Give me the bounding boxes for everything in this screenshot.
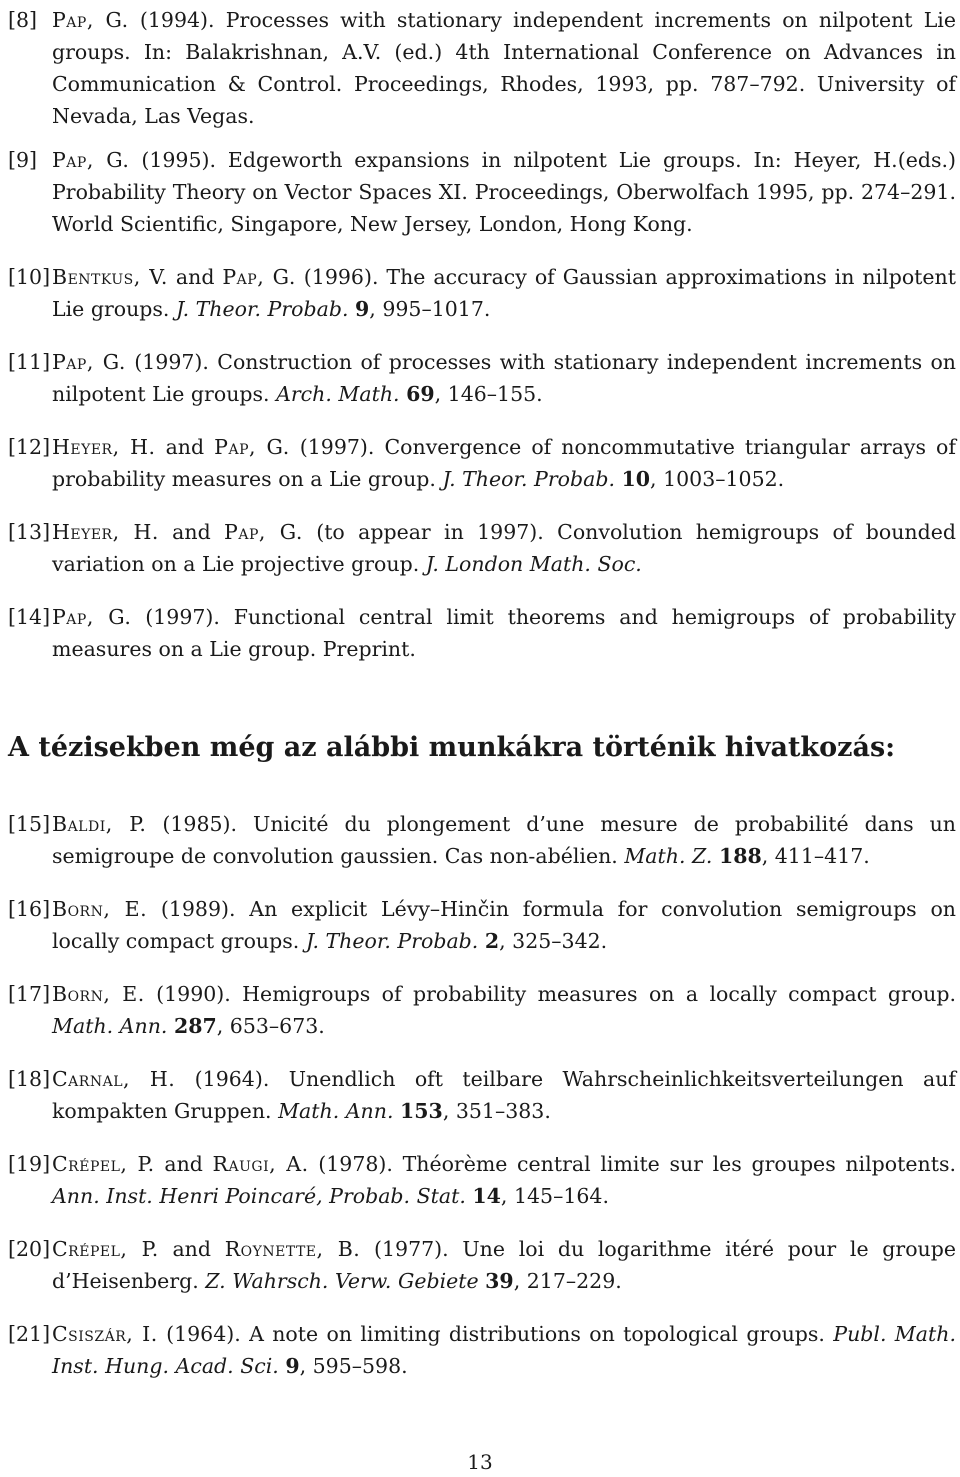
reference-author: Born, E. [52, 897, 148, 921]
reference-connector: and [155, 435, 215, 459]
reference-title: Une loi du logarithme itéré pour le groupe d’Heisenberg. [52, 1237, 956, 1293]
reference-title: Construction of processes with stationary independent increments on nilpotent Lie groups. [52, 350, 956, 406]
reference-number: [14] [8, 605, 51, 629]
reference-body [52, 978, 956, 1042]
reference-body [52, 1318, 956, 1382]
reference-author: Carnal, H. [52, 1067, 176, 1091]
reference-connector: and [158, 520, 225, 544]
reference-title: Convolution hemigroups of bounded variation on a Lie projective group. [52, 520, 956, 576]
reference-year: (to appear in 1997). [302, 520, 544, 544]
reference-item-11 [8, 346, 956, 410]
reference-title: Théorème central limite sur les groupes nilpotents. [392, 1152, 956, 1176]
reference-item-19 [8, 1148, 956, 1212]
reference-body [52, 601, 956, 665]
reference-year: (1997). [289, 435, 375, 459]
reference-number: [21] [8, 1322, 51, 1346]
reference-list-top [8, 4, 956, 665]
reference-item-20 [8, 1233, 956, 1297]
reference-body [52, 1063, 956, 1127]
reference-year: (1996). [295, 265, 379, 289]
reference-year: (1997). [131, 605, 220, 629]
reference-author-2: Pap, G. [222, 265, 296, 289]
reference-pages: , 595–598. [299, 1354, 408, 1378]
reference-volume: 2 [484, 929, 500, 953]
reference-body [52, 144, 956, 240]
reference-title: Functional central limit theorems and hemigroups of probability measures on a Lie group. Preprint. [52, 605, 957, 661]
reference-pages: , 1003–1052. [650, 467, 785, 491]
reference-year: (1978). [308, 1152, 393, 1176]
reference-volume: 9 [285, 1354, 300, 1378]
reference-journal: J. London Math. Soc. [425, 552, 642, 576]
reference-title: The accuracy of Gaussian approximations in nilpotent Lie groups. [52, 265, 956, 321]
reference-year: (1994). [128, 8, 215, 32]
reference-body [52, 261, 956, 325]
reference-pages: , 995–1017. [369, 297, 491, 321]
reference-year: (1995). [129, 148, 217, 172]
reference-number: [10] [8, 265, 51, 289]
reference-body [52, 1233, 956, 1297]
reference-volume: 10 [621, 467, 651, 491]
reference-pages: , 411–417. [761, 844, 870, 868]
reference-year: (1997). [125, 350, 209, 374]
reference-year: (1964). [157, 1322, 241, 1346]
reference-journal: Ann. Inst. Henri Poincaré, Probab. Stat. [52, 1184, 466, 1208]
reference-journal: Arch. Math. [276, 382, 400, 406]
reference-item-8 [8, 4, 956, 132]
reference-body [52, 808, 956, 872]
reference-journal: Z. Wahrsch. Verw. Gebiete [205, 1269, 479, 1293]
reference-body [52, 893, 956, 957]
reference-author: Baldi, P. [52, 812, 147, 836]
reference-journal: J. Theor. Probab. [442, 467, 615, 491]
reference-body [52, 1148, 956, 1212]
reference-author-2: Raugi, A. [212, 1152, 309, 1176]
reference-connector: and [167, 265, 223, 289]
reference-item-14 [8, 601, 956, 665]
reference-item-15 [8, 808, 956, 872]
reference-volume: 9 [355, 297, 370, 321]
reference-body [52, 516, 956, 580]
reference-author: Csiszár, I. [52, 1322, 158, 1346]
reference-number: [12] [8, 435, 51, 459]
reference-title: Processes with stationary independent increments on nilpotent Lie groups. In: Balakrishnan, A.V. (ed.) 4th International Conference on Advances in Communication & Control. Proceedings, Rhodes, 1993, pp. 787–792. University of Nevada, Las Vegas. [52, 8, 956, 128]
reference-item-17 [8, 978, 956, 1042]
reference-item-12 [8, 431, 956, 495]
reference-item-18 [8, 1063, 956, 1127]
reference-pages: , 325–342. [499, 929, 608, 953]
reference-author: Pap, G. [52, 605, 132, 629]
reference-author-2: Pap, G. [224, 520, 303, 544]
reference-pages: , 146–155. [434, 382, 543, 406]
reference-author: Bentkus, V. [52, 265, 168, 289]
reference-journal: Math. Ann. [52, 1014, 168, 1038]
reference-volume: 39 [485, 1269, 514, 1293]
reference-year: (1985). [146, 812, 238, 836]
reference-author-2: Roynette, B. [224, 1237, 361, 1261]
reference-title: Unendlich oft teilbare Wahrscheinlichkeitsverteilungen auf kompakten Gruppen. [52, 1067, 957, 1123]
reference-journal: Math. Z. [624, 844, 713, 868]
reference-item-21 [8, 1318, 956, 1382]
reference-pages: , 145–164. [500, 1184, 609, 1208]
reference-year: (1964). [175, 1067, 270, 1091]
reference-number: [16] [8, 897, 51, 921]
reference-item-9 [8, 144, 956, 240]
reference-year: (1989). [147, 897, 236, 921]
reference-journal: J. Theor. Probab. [175, 297, 349, 321]
reference-author: Born, E. [52, 982, 145, 1006]
reference-number: [20] [8, 1237, 51, 1261]
reference-title: A note on limiting distributions on topological groups. [240, 1322, 834, 1346]
reference-number: [17] [8, 982, 51, 1006]
reference-connector: and [154, 1152, 213, 1176]
reference-year: (1990). [144, 982, 231, 1006]
reference-pages: , 653–673. [216, 1014, 325, 1038]
page-number: 13 [467, 1450, 493, 1474]
reference-author: Heyer, H. [52, 435, 156, 459]
reference-number: [8] [8, 8, 38, 32]
reference-title: Unicité du plongement d’une mesure de probabilité dans un semigroupe de convolution gaussien. Cas non-abélien. [52, 812, 957, 868]
reference-author: Heyer, H. [52, 520, 159, 544]
reference-number: [15] [8, 812, 51, 836]
reference-author: Pap, G. [52, 350, 126, 374]
reference-volume: 69 [406, 382, 435, 406]
reference-title: Convergence of noncommutative triangular arrays of probability measures on a Lie group. [52, 435, 956, 491]
reference-title: Hemigroups of probability measures on a locally compact group. [230, 982, 956, 1006]
reference-author: Pap, G. [52, 148, 130, 172]
reference-title: Edgeworth expansions in nilpotent Lie groups. In: Heyer, H.(eds.) Probability Theory on Vector Spaces XI. Proceedings, Oberwolfach 1995, pp. 274–291. World Scientific, Singapore, New Jersey, London, Hong Kong. [52, 148, 956, 236]
reference-body [52, 431, 956, 495]
reference-journal: Publ. Math. Inst. Hung. Acad. Sci. [52, 1322, 956, 1378]
reference-author: Pap, G. [52, 8, 129, 32]
reference-item-10 [8, 261, 956, 325]
reference-author: Crépel, P. [52, 1152, 155, 1176]
reference-author-2: Pap, G. [214, 435, 290, 459]
section-heading: A tézisekben még az alábbi munkákra történik hivatkozás: [8, 732, 896, 763]
reference-item-16 [8, 893, 956, 957]
reference-journal: Math. Ann. [278, 1099, 394, 1123]
reference-journal: J. Theor. Probab. [305, 929, 479, 953]
reference-volume: 14 [472, 1184, 501, 1208]
reference-year: (1977). [360, 1237, 449, 1261]
reference-number: [9] [8, 148, 38, 172]
reference-pages: , 351–383. [442, 1099, 551, 1123]
reference-author: Crépel, P. [52, 1237, 159, 1261]
reference-number: [19] [8, 1152, 51, 1176]
reference-volume: 287 [173, 1014, 217, 1038]
reference-item-13 [8, 516, 956, 580]
reference-list-bottom [8, 808, 956, 1382]
reference-connector: and [158, 1237, 225, 1261]
reference-volume: 188 [718, 844, 762, 868]
reference-body [52, 346, 956, 410]
reference-number: [13] [8, 520, 51, 544]
reference-pages: , 217–229. [513, 1269, 622, 1293]
reference-volume: 153 [400, 1099, 443, 1123]
reference-title: An explicit Lévy–Hinčin formula for convolution semigroups on locally compact groups. [52, 897, 957, 953]
reference-number: [11] [8, 350, 51, 374]
reference-number: [18] [8, 1067, 51, 1091]
reference-body [52, 4, 956, 132]
